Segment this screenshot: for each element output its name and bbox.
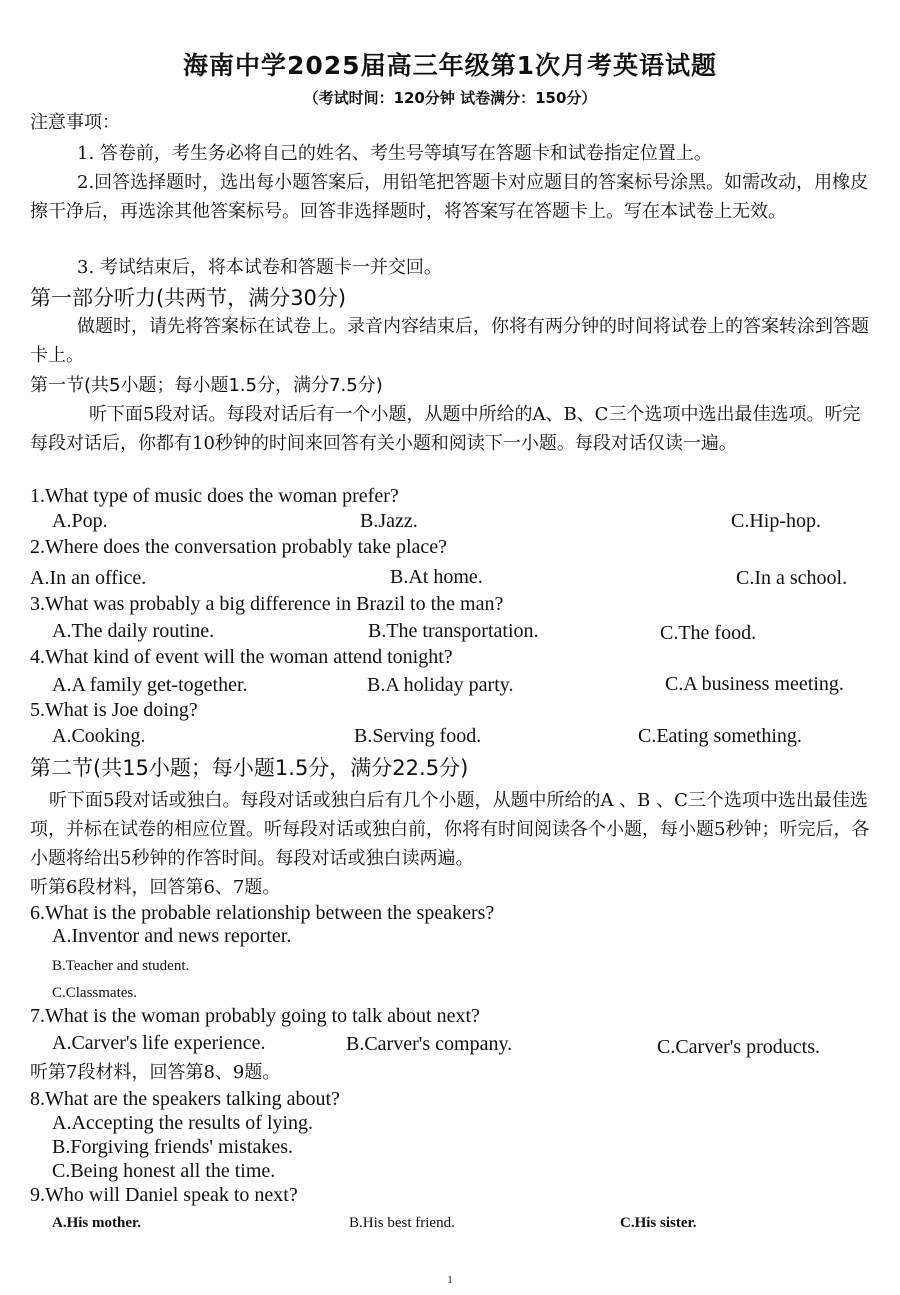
material-7-note: 听第7段材料，回答第8、9题。 xyxy=(30,1062,281,1083)
exam-info: （考试时间：120分钟 试卷满分：150分） xyxy=(303,89,597,107)
section1-heading: 第一节(共5小题；每小题1.5分，满分7.5分) xyxy=(30,375,383,396)
question-2: 2.Where does the conversation probably take place? xyxy=(30,536,448,558)
q9-option-a: A.His mother. xyxy=(52,1215,142,1231)
q4-option-b: B.A holiday party. xyxy=(367,674,514,696)
q3-option-b: B.The transportation. xyxy=(368,620,539,642)
part1-heading: 第一部分听力(共两节，满分30分) xyxy=(30,286,347,310)
q6-option-b: B.Teacher and student. xyxy=(52,958,190,974)
q8-option-b: B.Forgiving friends' mistakes. xyxy=(52,1136,294,1158)
q2-option-a: A.In an office. xyxy=(30,567,147,589)
question-1: 1.What type of music does the woman prefer? xyxy=(30,485,399,507)
q6-option-c: C.Classmates. xyxy=(52,985,137,1001)
q1-option-b: B.Jazz. xyxy=(360,510,418,532)
question-3: 3.What was probably a big difference in Brazil to the man? xyxy=(30,593,504,615)
question-6: 6.What is the probable relationship between the speakers? xyxy=(30,902,495,924)
section1-instruction: 听下面5段对话。每段对话后有一个小题，从题中所给的A、B、C三个选项中选出最佳选项。听完每段对话后，你都有10秒钟的时间来回答有关小题和阅读下一小题。每段对话仅读一遍。 xyxy=(30,404,861,454)
q1-option-a: A.Pop. xyxy=(52,510,108,532)
note-item-3: 3. 考试结束后，将本试卷和答题卡一并交回。 xyxy=(77,257,442,278)
q5-option-c: C.Eating something. xyxy=(638,725,802,747)
q6-option-a: A.Inventor and news reporter. xyxy=(52,925,292,947)
note-item-2: 2.回答选择题时，选出每小题答案后，用铅笔把答题卡对应题目的答案标号涂黑。如需改动，用橡皮擦干净后，再选涂其他答案标号。回答非选择题时，将答案写在答题卡上。写在本试卷上无效。 xyxy=(30,172,869,222)
q5-option-b: B.Serving food. xyxy=(354,725,482,747)
q7-option-a: A.Carver's life experience. xyxy=(52,1032,266,1054)
q2-option-b: B.At home. xyxy=(390,566,483,588)
q7-option-b: B.Carver's company. xyxy=(346,1033,513,1055)
section2-heading: 第二节(共15小题；每小题1.5分，满分22.5分) xyxy=(30,756,469,780)
question-7: 7.What is the woman probably going to talk about next? xyxy=(30,1005,480,1027)
q7-option-c: C.Carver's products. xyxy=(657,1036,821,1058)
q4-option-c: C.A business meeting. xyxy=(665,673,844,695)
q5-option-a: A.Cooking. xyxy=(52,725,146,747)
material-6-note: 听第6段材料，回答第6、7题。 xyxy=(30,877,281,898)
q3-option-c: C.The food. xyxy=(660,622,757,644)
q4-option-a: A.A family get-together. xyxy=(52,674,248,696)
notes-heading: 注意事项： xyxy=(30,112,120,133)
q2-option-c: C.In a school. xyxy=(736,567,848,589)
q3-option-a: A.The daily routine. xyxy=(52,620,215,642)
question-4: 4.What kind of event will the woman attend tonight? xyxy=(30,646,453,668)
question-5: 5.What is Joe doing? xyxy=(30,699,198,721)
page-number: 1 xyxy=(447,1274,453,1286)
question-9: 9.Who will Daniel speak to next? xyxy=(30,1184,298,1206)
question-8: 8.What are the speakers talking about? xyxy=(30,1088,340,1110)
q8-option-c: C.Being honest all the time. xyxy=(52,1160,276,1182)
q1-option-c: C.Hip-hop. xyxy=(731,510,821,532)
part1-instruction: 做题时，请先将答案标在试卷上。录音内容结束后，你将有两分钟的时间将试卷上的答案转涂到答题卡上。 xyxy=(30,316,869,366)
q8-option-a: A.Accepting the results of lying. xyxy=(52,1112,314,1134)
page-title: 海南中学2025届高三年级第1次月考英语试题 xyxy=(183,51,717,80)
q9-option-c: C.His sister. xyxy=(620,1215,697,1231)
section2-instruction: 听下面5段对话或独白。每段对话或独白后有几个小题，从题中所给的A 、B 、C三个选项中选出最佳选项，并标在试卷的相应位置。听每段对话或独白前，你将有时间阅读各个小题，每小题5秒钟；听完后，各小题将给出5秒钟的作答时间。每段对话或独白读两遍。 xyxy=(30,790,870,869)
note-item-1: 1. 答卷前，考生务必将自己的姓名、考生号等填写在答题卡和试卷指定位置上。 xyxy=(77,143,712,164)
q9-option-b: B.His best friend. xyxy=(349,1215,455,1231)
